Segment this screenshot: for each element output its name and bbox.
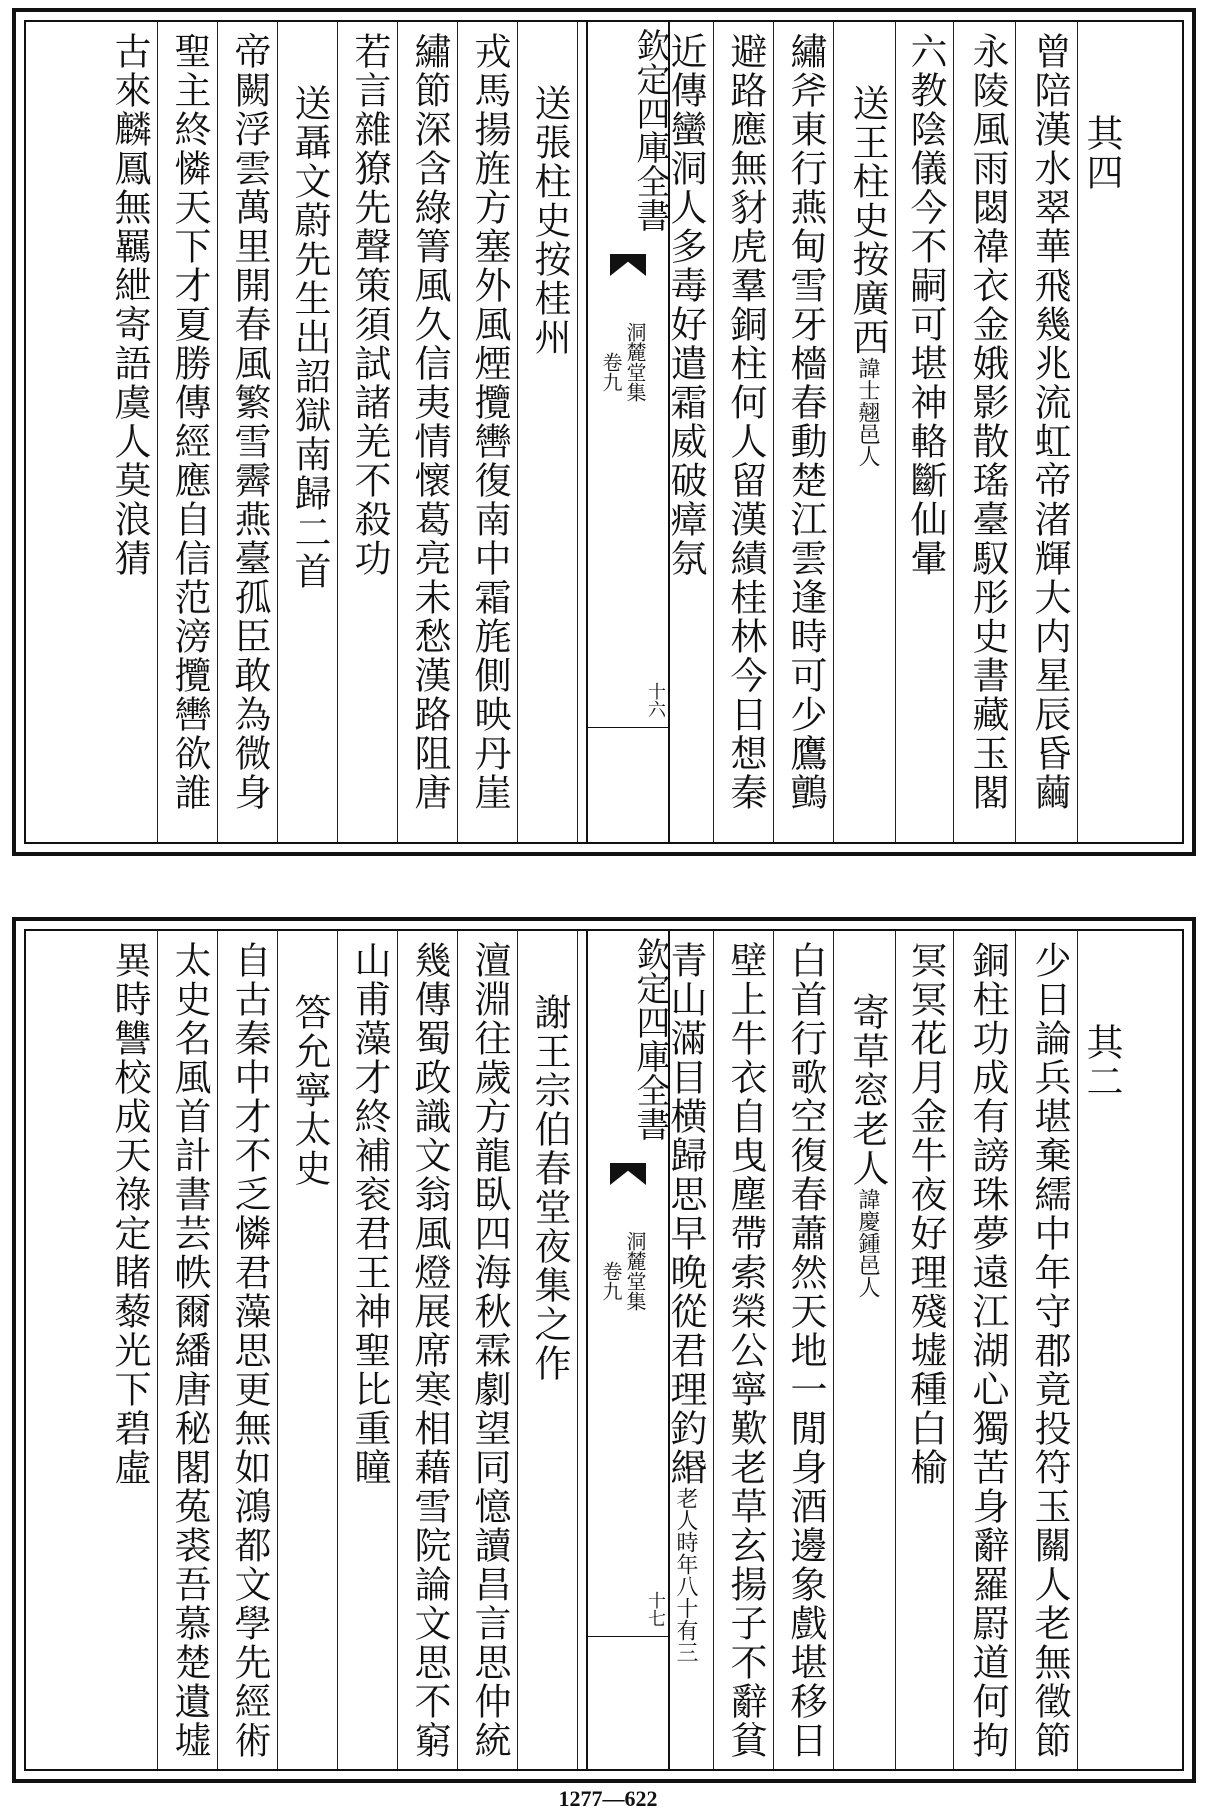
column-rule: [1077, 931, 1078, 1769]
top-column-9: [522, 22, 574, 842]
top-column-12: [342, 22, 394, 842]
top-column-10: [462, 22, 514, 842]
bottom-column-2: [1022, 931, 1074, 1769]
bottom-column-text: 異時讐校成天祿定睹藜光下碧虛: [108, 941, 151, 1487]
top-column-text: 永陵風雨閟禕衣金娥影散瑤臺馭彤史書藏玉閣: [966, 32, 1009, 812]
top-column-text: 若言雜獠先聲策須試諸羌不殺功: [348, 32, 391, 578]
gutter-rule: [588, 727, 668, 728]
bottom-gutter-page-number: 十七: [645, 1591, 666, 1627]
top-gutter-page-number: 十六: [645, 682, 666, 718]
column-rule: [1077, 22, 1078, 842]
top-column-text: 近傳蠻洞人多毒好遣霜威破瘴氛: [664, 32, 707, 578]
column-rule: [895, 22, 896, 842]
bottom-column-text: 少日論兵堪棄繻中年守郡竟投符玉關人老無徵節: [1028, 941, 1071, 1760]
bottom-gutter-header: 欽定四庫全書: [630, 937, 670, 1141]
bottom-column-3: [960, 931, 1012, 1769]
bottom-column-9: [522, 931, 574, 1769]
bottom-column-text: 澶淵往歲方龍臥四海秋霖劇望同憶讀昌言思仲統: [468, 941, 511, 1760]
column-rule: [157, 22, 158, 842]
top-column-text: 送王柱史按廣西: [846, 84, 889, 357]
column-rule: [833, 931, 834, 1769]
column-rule: [895, 931, 896, 1769]
top-column-1: [1074, 22, 1126, 842]
bottom-column-1: [1074, 931, 1126, 1769]
column-rule: [517, 22, 518, 842]
bottom-column-text: 寄草窓老人: [846, 993, 889, 1188]
column-rule: [457, 22, 458, 842]
column-rule: [217, 22, 218, 842]
top-gutter-volume: 卷九: [599, 352, 623, 392]
top-page-body: [24, 20, 1184, 844]
top-gutter-book-title: 洞麓堂集: [623, 322, 647, 402]
top-column-text: 送張柱史按桂州: [528, 84, 571, 357]
bottom-column-text: 幾傳蜀政識文翁風燈展席寒相藉雪院論文思不窮: [408, 941, 451, 1760]
top-column-5: [840, 22, 892, 842]
column-rule: [337, 22, 338, 842]
column-rule: [217, 931, 218, 1769]
bottom-column-text: 其二: [1080, 1023, 1123, 1101]
top-page-frame: [12, 8, 1196, 856]
bottom-column-text: 青山滿目横歸思早晚從君理釣緡: [664, 941, 707, 1487]
top-column-text: 六教陰儀今不嗣可堪神輅斷仙暈: [904, 32, 947, 578]
bottom-column-14: [222, 931, 274, 1769]
bottom-column-text: 太史名風首計書芸帙爾繙唐秘閣菟裘吾慕楚遺墟: [168, 941, 211, 1760]
top-column-6: [778, 22, 830, 842]
top-column-4: [898, 22, 950, 842]
top-column-text: 繡節深含綠箐風久信夷情懷葛亮未愁漢路阻唐: [408, 32, 451, 812]
bottom-column-16: [102, 931, 154, 1769]
column-rule: [577, 22, 578, 842]
bottom-column-10: [462, 931, 514, 1769]
bottom-page-frame: [12, 917, 1196, 1783]
bottom-column-6: [778, 931, 830, 1769]
column-rule: [773, 22, 774, 842]
bottom-gutter-book-title: 洞麓堂集: [623, 1231, 647, 1311]
column-rule: [397, 931, 398, 1769]
column-rule: [713, 931, 714, 1769]
top-column-text: 帝闕浮雲萬里開春風繁雪霽燕臺孤臣敢為微身: [228, 32, 271, 812]
top-column-annotation: 諱士翹邑人: [855, 357, 880, 467]
bottom-column-11: [402, 931, 454, 1769]
top-column-text: 其四: [1080, 114, 1123, 192]
column-rule: [517, 931, 518, 1769]
bottom-column-15: [162, 931, 214, 1769]
top-column-2: [1022, 22, 1074, 842]
top-gutter-header: 欽定四庫全書: [630, 28, 670, 232]
top-column-7: [718, 22, 770, 842]
top-column-16: [102, 22, 154, 842]
column-rule: [277, 22, 278, 842]
bottom-column-annotation: 老人時年八十有三: [673, 1487, 698, 1663]
bottom-column-13: [282, 931, 334, 1769]
bottom-column-text: 白首行歌空復春蕭然天地一閒身酒邊象戲堪移日: [784, 941, 827, 1760]
top-column-text: 曾陪漢水翠華飛幾兆流虹帝渚輝大内星辰昏繭: [1028, 32, 1071, 812]
top-column-14: [222, 22, 274, 842]
column-rule: [1015, 22, 1016, 842]
column-rule: [713, 22, 714, 842]
bottom-column-4: [898, 931, 950, 1769]
column-rule: [773, 931, 774, 1769]
column-rule: [577, 931, 578, 1769]
bottom-column-text: 山甫藻才終補衮君王神聖比重瞳: [348, 941, 391, 1487]
bottom-column-12: [342, 931, 394, 1769]
top-column-text: 聖主終憐天下才夏勝傳經應自信范滂攬轡欲誰: [168, 32, 211, 812]
top-fishtail-mark: [610, 254, 646, 276]
bottom-fishtail-mark: [610, 1163, 646, 1185]
column-rule: [1015, 931, 1016, 1769]
bottom-column-text: 謝王宗伯春堂夜集之作: [528, 993, 571, 1383]
column-rule: [397, 22, 398, 842]
top-column-text: 古來麟鳳無羈紲寄語虞人莫浪猜: [108, 32, 151, 578]
bottom-column-text: 答允寧太史: [288, 993, 331, 1188]
top-column-3: [960, 22, 1012, 842]
bottom-center-gutter: [586, 931, 670, 1769]
top-column-text: 避路應無豺虎羣銅柱何人留漢績桂林今日想秦: [724, 32, 767, 812]
page-footer-number: 1277—622: [558, 1786, 658, 1811]
bottom-column-text: 壁上牛衣自曳塵帶索榮公寧歎老草玄揚子不辭貧: [724, 941, 767, 1760]
bottom-gutter-volume: 卷九: [599, 1261, 623, 1301]
top-column-text: 送聶文蔚先生出詔獄南歸二首: [288, 84, 331, 591]
bottom-column-7: [718, 931, 770, 1769]
top-center-gutter: [586, 22, 670, 842]
top-column-15: [162, 22, 214, 842]
column-rule: [953, 931, 954, 1769]
column-rule: [833, 22, 834, 842]
bottom-column-text: 冥冥花月金牛夜好理殘墟種白榆: [904, 941, 947, 1487]
top-column-11: [402, 22, 454, 842]
column-rule: [157, 931, 158, 1769]
column-rule: [457, 931, 458, 1769]
gutter-rule: [588, 1636, 668, 1637]
bottom-column-5: [840, 931, 892, 1769]
top-column-13: [282, 22, 334, 842]
bottom-page-body: [24, 929, 1184, 1771]
top-column-text: 戎馬揚旌方塞外風煙攬轡復南中霜旄側映丹崖: [468, 32, 511, 812]
top-column-text: 繡斧東行燕甸雪牙檣春動楚江雲逢時可少鷹鸇: [784, 32, 827, 812]
bottom-column-text: 自古秦中才不乏憐君藻思更無如鴻都文學先經術: [228, 941, 271, 1760]
bottom-column-annotation: 諱慶鍾邑人: [855, 1188, 880, 1298]
column-rule: [337, 931, 338, 1769]
column-rule: [277, 931, 278, 1769]
bottom-column-text: 銅柱功成有謗珠夢遠江湖心獨苦身辭羅罻道何拘: [966, 941, 1009, 1760]
column-rule: [953, 22, 954, 842]
